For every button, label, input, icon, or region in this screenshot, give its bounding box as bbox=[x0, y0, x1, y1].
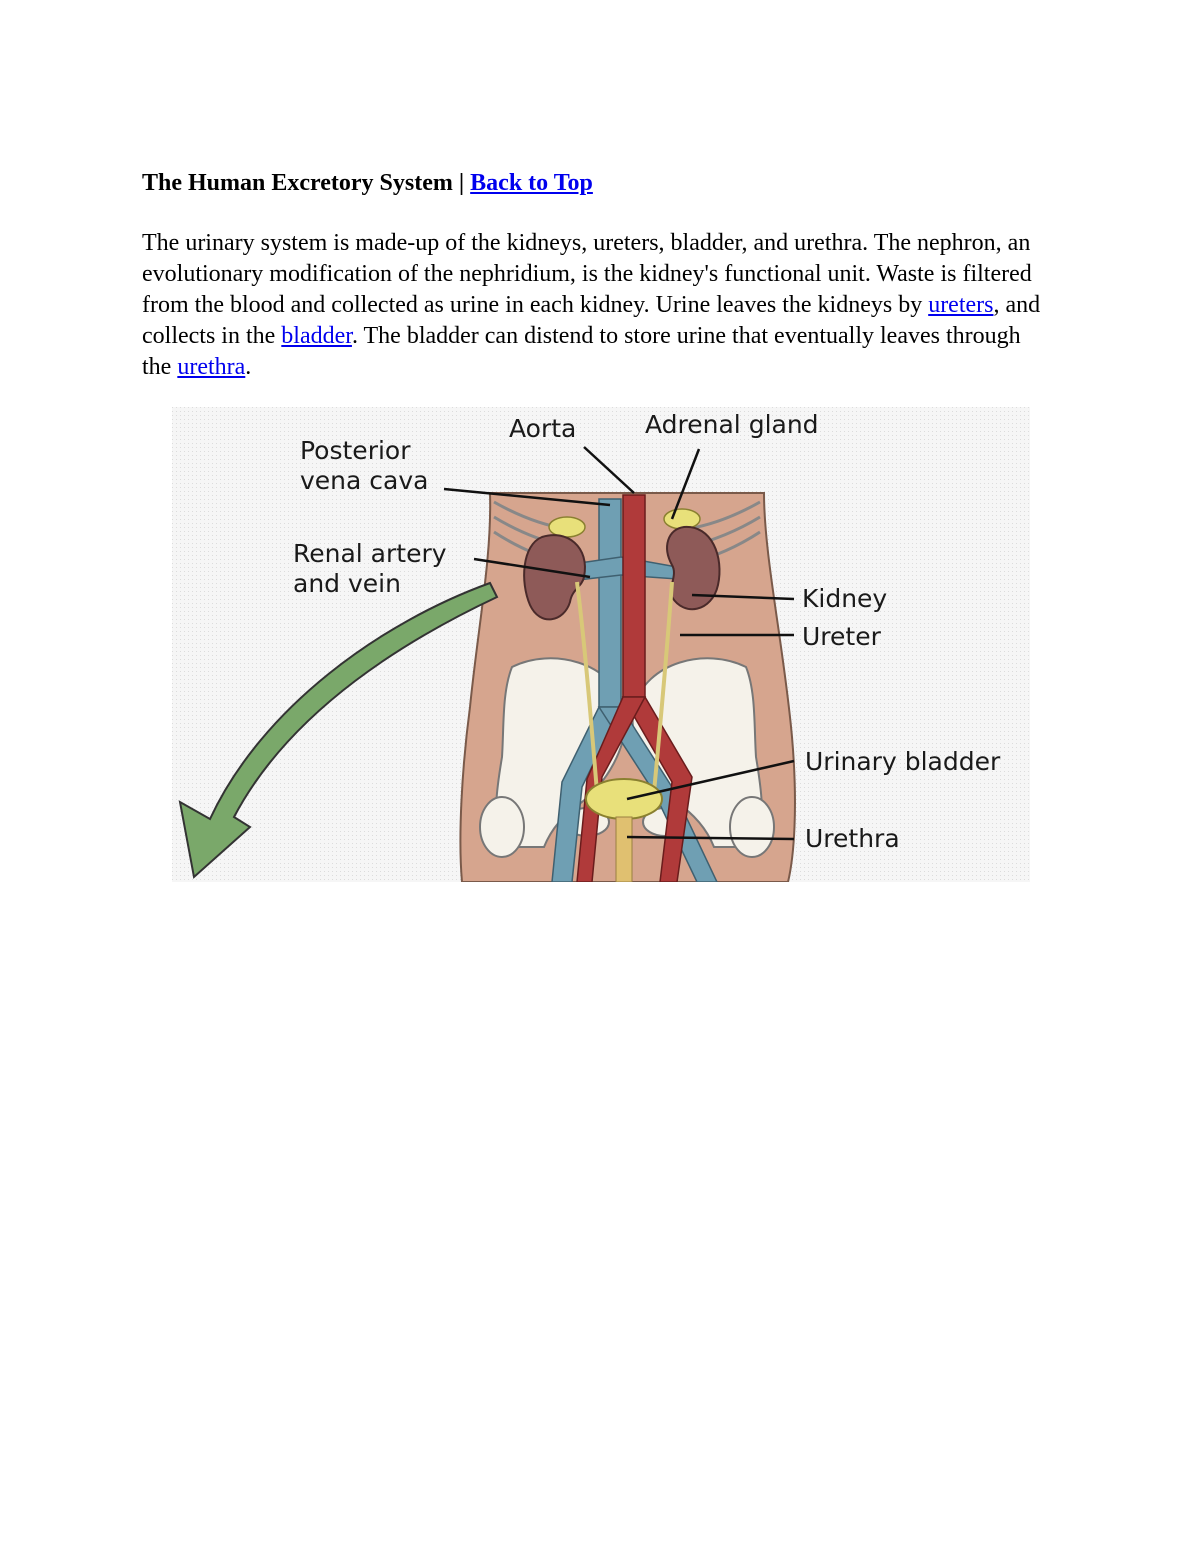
bladder-link[interactable]: bladder bbox=[281, 323, 352, 349]
title-separator: | bbox=[452, 170, 471, 196]
excretory-system-diagram bbox=[172, 407, 1030, 882]
label-kidney: Kidney bbox=[802, 584, 888, 613]
label-renal-artery-line2: and vein bbox=[293, 569, 401, 598]
left-adrenal-gland bbox=[549, 517, 585, 537]
label-urinary-bladder: Urinary bladder bbox=[805, 747, 1001, 776]
label-renal-artery-line1: Renal artery bbox=[293, 539, 447, 568]
section-heading bbox=[142, 170, 593, 197]
label-ureter: Ureter bbox=[802, 622, 881, 651]
label-posterior-vena-cava-line1: Posterior bbox=[300, 436, 411, 465]
back-to-top-link[interactable]: Back to Top bbox=[470, 170, 593, 196]
label-posterior-vena-cava-line2: vena cava bbox=[300, 466, 429, 495]
right-adrenal-gland bbox=[664, 509, 700, 529]
urethra-link[interactable]: urethra bbox=[177, 354, 246, 380]
urinary-bladder bbox=[586, 779, 662, 819]
ureters-link[interactable]: ureters bbox=[928, 292, 994, 318]
section-title: The Human Excretory System bbox=[142, 170, 453, 196]
paragraph-text-1: The urinary system is made-up of the kidneys, ureters, bladder, and urethra. The nephron, an evolutionary modification of the nephridium, is the kidney's functional unit. Waste is filtered from the blood and collected as urine in each kidney. Urine leaves the kidneys by bbox=[142, 230, 1032, 318]
paragraph-text-3: . The bladder can distend to store urine that eventually leaves through the bbox=[142, 323, 1021, 380]
paragraph-text-2: , and collects in the bbox=[142, 292, 1041, 349]
urethra bbox=[616, 817, 632, 882]
paragraph-text-4: . bbox=[245, 354, 252, 380]
label-aorta: Aorta bbox=[509, 414, 577, 443]
intro-paragraph bbox=[142, 228, 1042, 383]
label-urethra: Urethra bbox=[805, 824, 900, 853]
label-adrenal-gland: Adrenal gland bbox=[645, 410, 819, 439]
